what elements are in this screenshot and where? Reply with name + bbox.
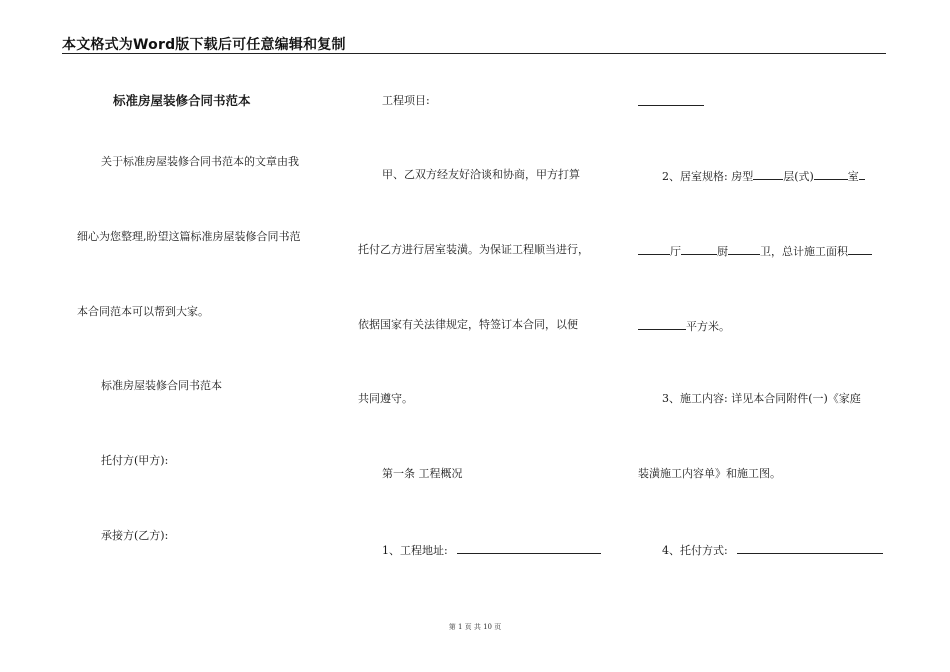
party-a-label: 托付方(甲方): [101,454,169,467]
col2-paragraph-line-2: 托付乙方进行居室装潢。为保证工程顺当进行， [358,243,589,256]
commission-method-blank[interactable] [737,542,883,554]
col1-paragraph-line-1: 关于标准房屋装修合同书范本的文章由我 [101,155,299,168]
document-title: 标准房屋装修合同书范本 [113,93,251,108]
commission-method-label: 4、托付方式: [662,544,728,557]
area-unit-row [638,318,730,334]
area-value-blank[interactable] [638,318,686,330]
area-blank[interactable] [848,243,872,255]
floor-style-label: 层(式) [783,170,814,183]
project-label: 工程项目: [382,94,430,107]
project-address-row [382,542,601,558]
col1-paragraph-line-2: 细心为您整理,盼望这篇标准房屋装修合同书范 [77,230,301,243]
project-name-blank[interactable] [638,94,704,106]
page-footer: 第 1 页 共 10 页 [448,623,502,631]
construction-content-line-2: 装潢施工内容单》和施工图。 [638,467,781,480]
floor-blank[interactable] [814,168,848,180]
room-spec-row [662,168,865,184]
col2-paragraph-line-3: 依据国家有关法律规定，特签订本合同，以便 [358,318,578,331]
document-header [62,34,886,54]
project-address-label: 1、工程地址: [382,544,448,557]
project-name-row [638,94,704,110]
col1-subtitle: 标准房屋装修合同书范本 [101,379,222,392]
col2-paragraph-line-4: 共同遵守。 [358,392,413,405]
hall-label: 厅 [670,245,681,258]
party-b-label: 承接方(乙方): [101,529,169,542]
room-spec-row-2 [638,243,872,259]
header-title: 本文格式为Word版下载后可任意编辑和复制 [62,37,346,53]
col2-paragraph-line-1: 甲、乙双方经友好洽谈和协商，甲方打算 [382,168,580,181]
kitchen-blank[interactable] [681,243,717,255]
commission-method-row [662,542,883,558]
col1-paragraph-line-3: 本合同范本可以帮到大家。 [77,305,209,318]
area-unit-label: 平方米。 [686,320,730,333]
section-1-heading: 第一条 工程概况 [382,467,463,480]
kitchen-label: 厨 [717,245,728,258]
hall-blank[interactable] [638,243,670,255]
room-label: 室 [847,170,859,183]
project-address-blank[interactable] [457,542,601,554]
construction-content-line-1: 3、施工内容: 详见本合同附件(一)《家庭 [662,392,861,405]
room-spec-label: 2、居室规格: 房型 [662,170,754,183]
room-type-blank[interactable] [753,168,783,180]
bathroom-blank[interactable] [728,243,760,255]
area-label: 卫，总计施工面积 [760,245,848,258]
room-count-blank[interactable] [859,168,865,180]
